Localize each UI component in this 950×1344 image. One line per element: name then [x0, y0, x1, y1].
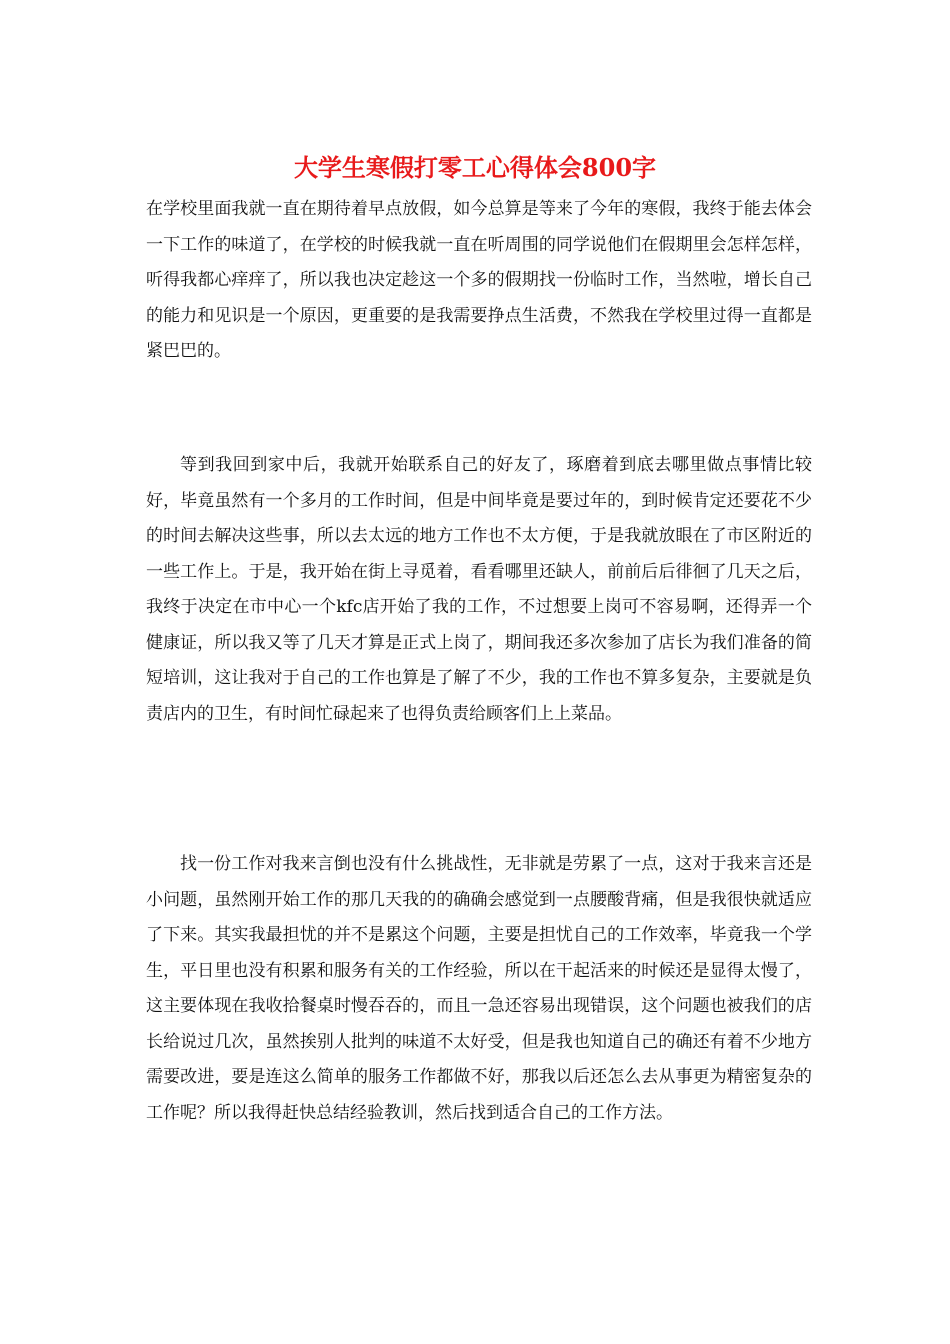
paragraph-1: 在学校里面我就一直在期待着早点放假，如今总算是等来了今年的寒假，我终于能去体会一下工作的味道了，在学校的时候我就一直在听周围的同学说他们在假期里会怎样怎样，听得我都心痒痒了，所以我也决定趁这一个多的假期找一份临时工作，当然啦，增长自己的能力和见识是一个原因，更重要的是我需要挣点生活费，不然我在学校里过得一直都是紧巴巴的。: [146, 199, 812, 361]
paragraph-3: 找一份工作对我来言倒也没有什么挑战性，无非就是劳累了一点，这对于我来言还是小问题，虽然刚开始工作的那几天我的的确确会感觉到一点腰酸背痛，但是我很快就适应了下来。其实我最担忧的并不是累这个问题，主要是担忧自己的工作效率，毕竟我一个学生，平日里也没有积累和服务有关的工作经验，所以在干起活来的时候还是显得太慢了，这主要体现在我收拾餐桌时慢吞吞的，而且一急还容易出现错误，这个问题也被我们的店长给说过几次，虽然挨别人批判的味道不太好受，但是我也知道自己的确还有着不少地方需要改进，要是连这么简单的服务工作都做不好，那我以后还怎么去从事更为精密复杂的工作呢？所以我得赶快总结经验教训，然后找到适合自己的工作方法。: [146, 854, 812, 1123]
document-title: 大学生寒假打零工心得体会800字: [293, 153, 657, 182]
paragraph-2: 等到我回到家中后，我就开始联系自己的好友了，琢磨着到底去哪里做点事情比较好，毕竟虽然有一个多月的工作时间，但是中间毕竟是要过年的，到时候肯定还要花不少的时间去解决这些事，所以去太远的地方工作也不太方便，于是我就放眼在了市区附近的一些工作上。于是，我开始在街上寻觅着，看看哪里还缺人，前前后后徘徊了几天之后，我终于决定在市中心一个kfc店开始了我的工作，不过想要上岗可不容易啊，还得弄一个健康证，所以我又等了几天才算是正式上岗了，期间我还多次参加了店长为我们准备的简短培训，这让我对于自己的工作也算是了解了不少，我的工作也不算多复杂，主要就是负责店内的卫生，有时间忙碌起来了也得负责给顾客们上上菜品。: [146, 455, 812, 724]
